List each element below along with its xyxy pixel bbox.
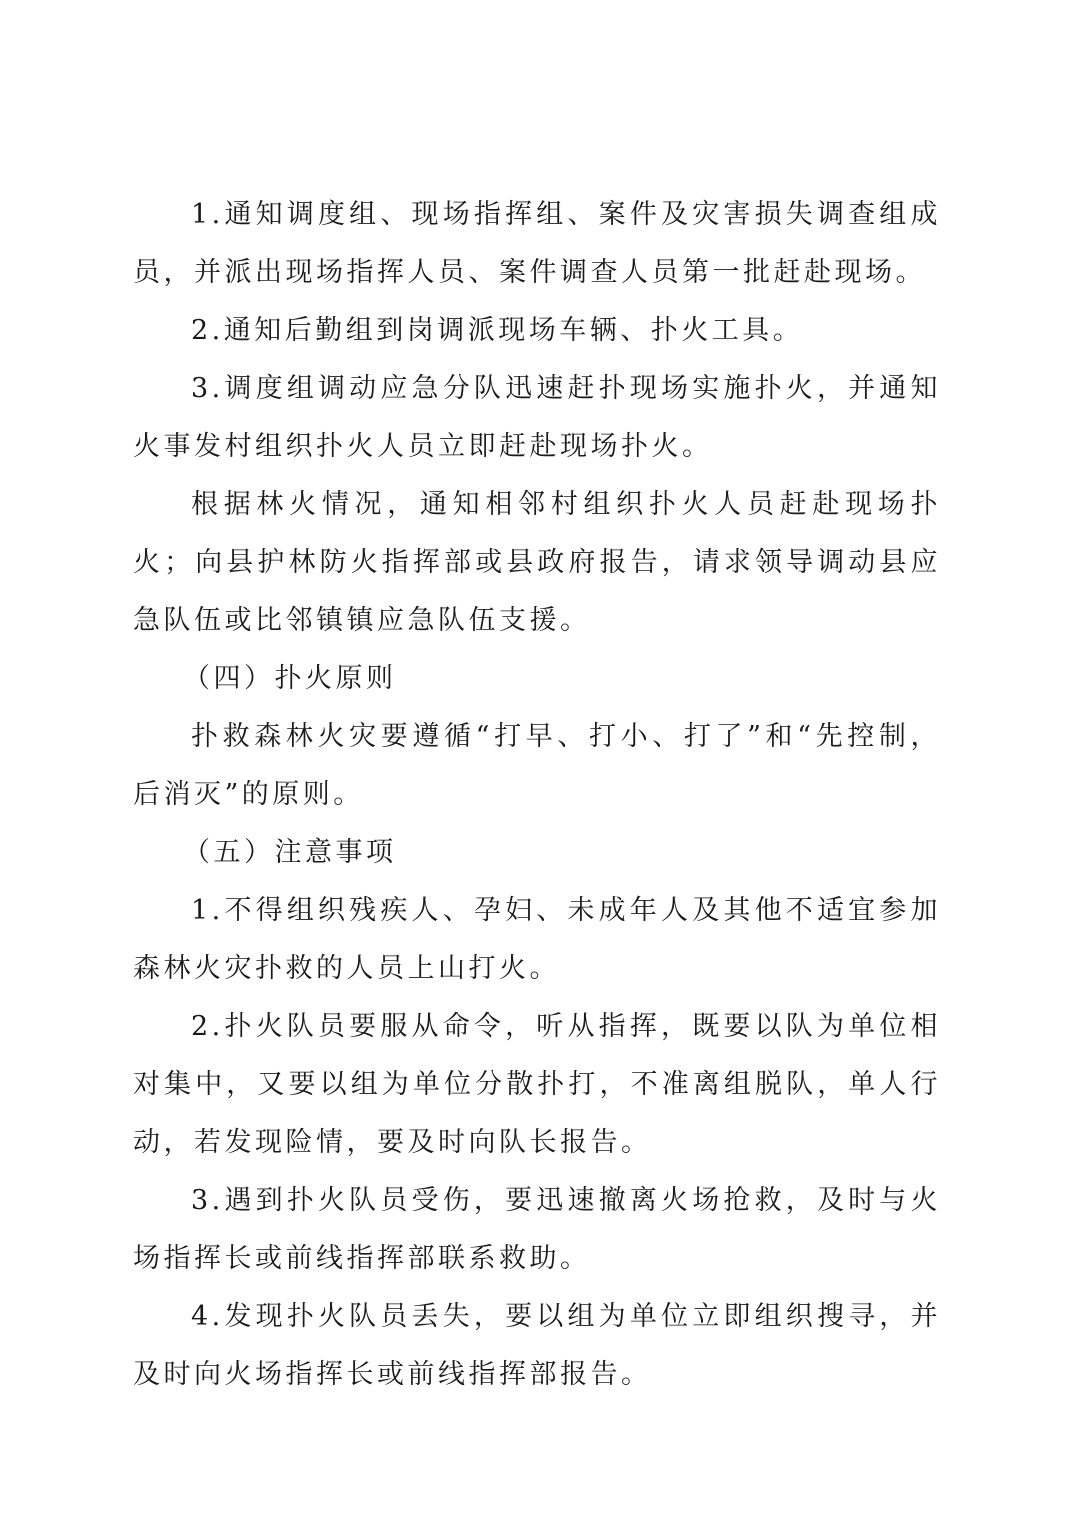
paragraph-precaution-1: 1.不得组织残疾人、孕妇、未成年人及其他不适宜参加森林火灾扑救的人员上山打火。: [133, 895, 941, 984]
paragraph-precaution-2: 2.扑火队员要服从命令，听从指挥，既要以队为单位相对集中，又要以组为单位分散扑打，不准离组脱队，单人行动，若发现险情，要及时向队长报告。: [133, 1011, 941, 1158]
paragraph-precaution-4: 4.发现扑火队员丢失，要以组为单位立即组织搜寻，并及时向火场指挥长或前线指挥部报告。: [133, 1301, 941, 1390]
paragraph-request-support: 根据林火情况，通知相邻村组织扑火人员赶赴现场扑火；向县护林防火指挥部或县政府报告，请求领导调动县应急队伍或比邻镇镇应急队伍支援。: [133, 489, 941, 636]
paragraph-dispatch-units: 3.调度组调动应急分队迅速赶扑现场实施扑火，并通知火事发村组织扑火人员立即赶赴现场扑火。: [133, 373, 941, 462]
document-body: [133, 186, 941, 1404]
section-heading-precautions: （五）注意事项: [183, 837, 397, 868]
paragraph-notify-logistics: 2.通知后勤组到岗调派现场车辆、扑火工具。: [191, 315, 804, 346]
paragraph-precaution-3: 3.遇到扑火队员受伤，要迅速撤离火场抢救，及时与火场指挥长或前线指挥部联系救助。: [133, 1185, 941, 1274]
section-heading-firefighting-principles: （四）扑火原则: [183, 663, 397, 694]
paragraph-notify-teams: 1.通知调度组、现场指挥组、案件及灾害损失调查组成员，并派出现场指挥人员、案件调查人员第一批赶赴现场。: [133, 199, 941, 288]
paragraph-principles: 扑救森林火灾要遵循“打早、打小、打了”和“先控制，后消灭”的原则。: [133, 721, 941, 810]
